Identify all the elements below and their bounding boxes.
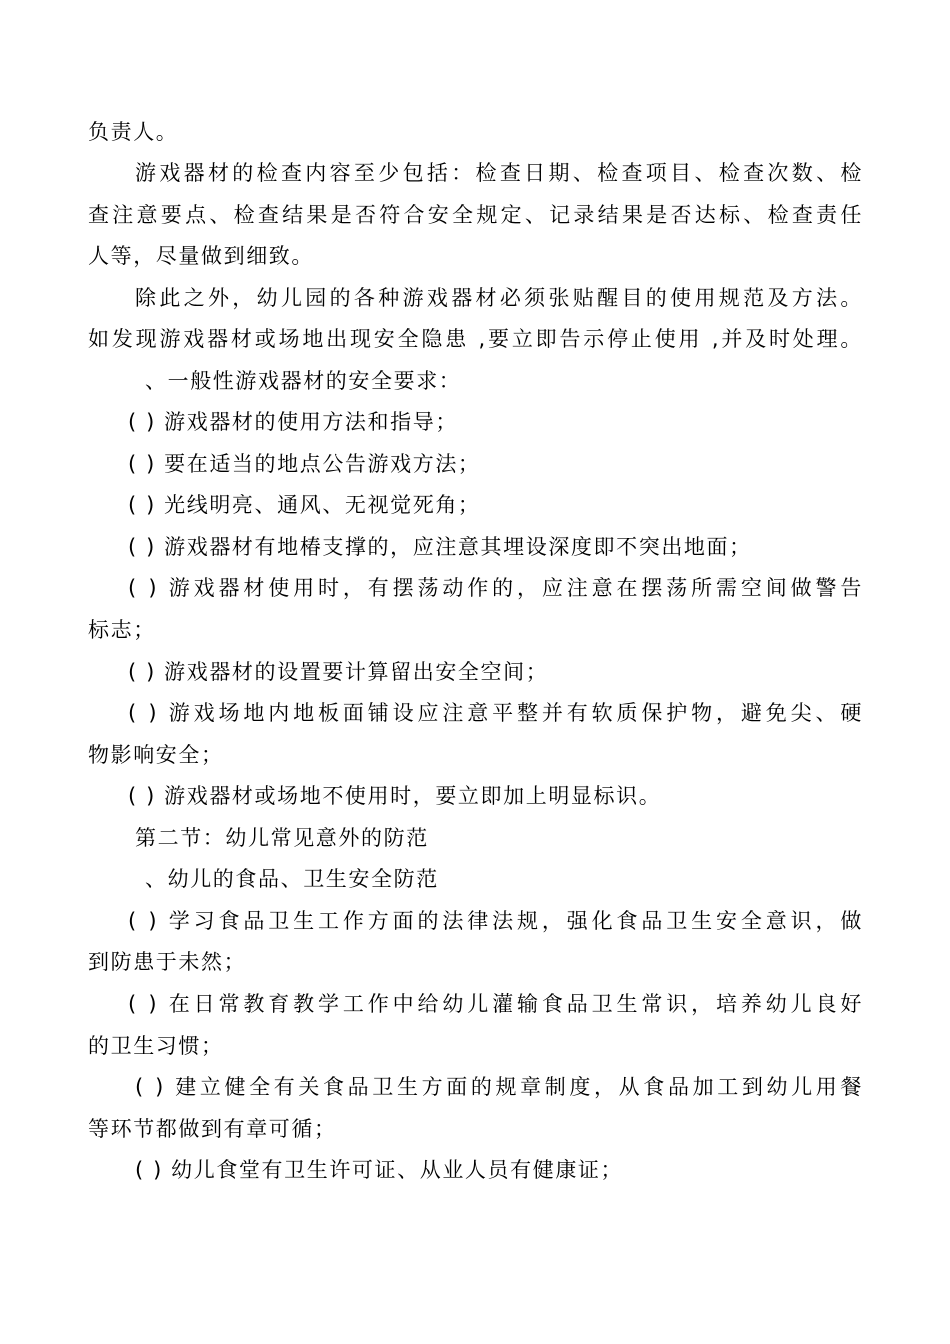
list-item-continuation: 到防患于未然； <box>88 950 247 974</box>
list-item-continuation: 标志； <box>88 618 156 642</box>
list-item: ( ) 游戏器材的设置要计算留出安全空间； <box>128 660 549 684</box>
list-item: ( ) 要在适当的地点公告游戏方法； <box>128 452 481 476</box>
paragraph-line: 查注意要点、检查结果是否符合安全规定、记录结果是否达标、检查责任 <box>88 203 863 227</box>
list-item-continuation: 的卫生习惯； <box>88 1034 224 1058</box>
list-item: ( ) 游戏器材有地椿支撑的，应注意其埋设深度即不突出地面； <box>128 535 752 559</box>
list-item: ( ) 游戏器材使用时，有摆荡动作的，应注意在摆荡所需空间做警告 <box>128 576 863 600</box>
list-item: ( ) 幼儿食堂有卫生许可证、从业人员有健康证； <box>135 1158 624 1182</box>
list-item: ( ) 游戏场地内地板面铺设应注意平整并有软质保护物，避免尖、硬 <box>128 701 863 725</box>
list-item-continuation: 物影响安全； <box>88 743 224 767</box>
list-item: ( ) 学习食品卫生工作方面的法律法规，强化食品卫生安全意识，做 <box>128 909 863 933</box>
paragraph-line: 人等，尽量做到细致。 <box>88 244 314 268</box>
section-heading: 、一般性游戏器材的安全要求： <box>145 369 462 393</box>
list-item: ( ) 游戏器材或场地不使用时，要立即加上明显标识。 <box>128 784 662 808</box>
list-item: ( ) 光线明亮、通风、无视觉死角； <box>128 493 481 517</box>
list-item-continuation: 等环节都做到有章可循； <box>88 1117 337 1141</box>
list-item: ( ) 游戏器材的使用方法和指导； <box>128 410 458 434</box>
list-item: ( ) 建立健全有关食品卫生方面的规章制度，从食品加工到幼儿用餐 <box>135 1075 863 1099</box>
paragraph-line: 如发现游戏器材或场地出现安全隐患 ,要立即告示停止使用 ,并及时处理。 <box>88 327 863 351</box>
paragraph-line: 游戏器材的检查内容至少包括：检查日期、检查项目、检查次数、检 <box>135 161 863 185</box>
section-title: 第二节：幼儿常见意外的防范 <box>135 826 429 850</box>
list-item: ( ) 在日常教育教学工作中给幼儿灌输食品卫生常识，培养幼儿良好 <box>128 992 863 1016</box>
paragraph-line: 除此之外，幼儿园的各种游戏器材必须张贴醒目的使用规范及方法。 <box>135 286 863 310</box>
section-heading: 、幼儿的食品、卫生安全防范 <box>145 867 439 891</box>
text-line: 负责人。 <box>88 120 179 144</box>
